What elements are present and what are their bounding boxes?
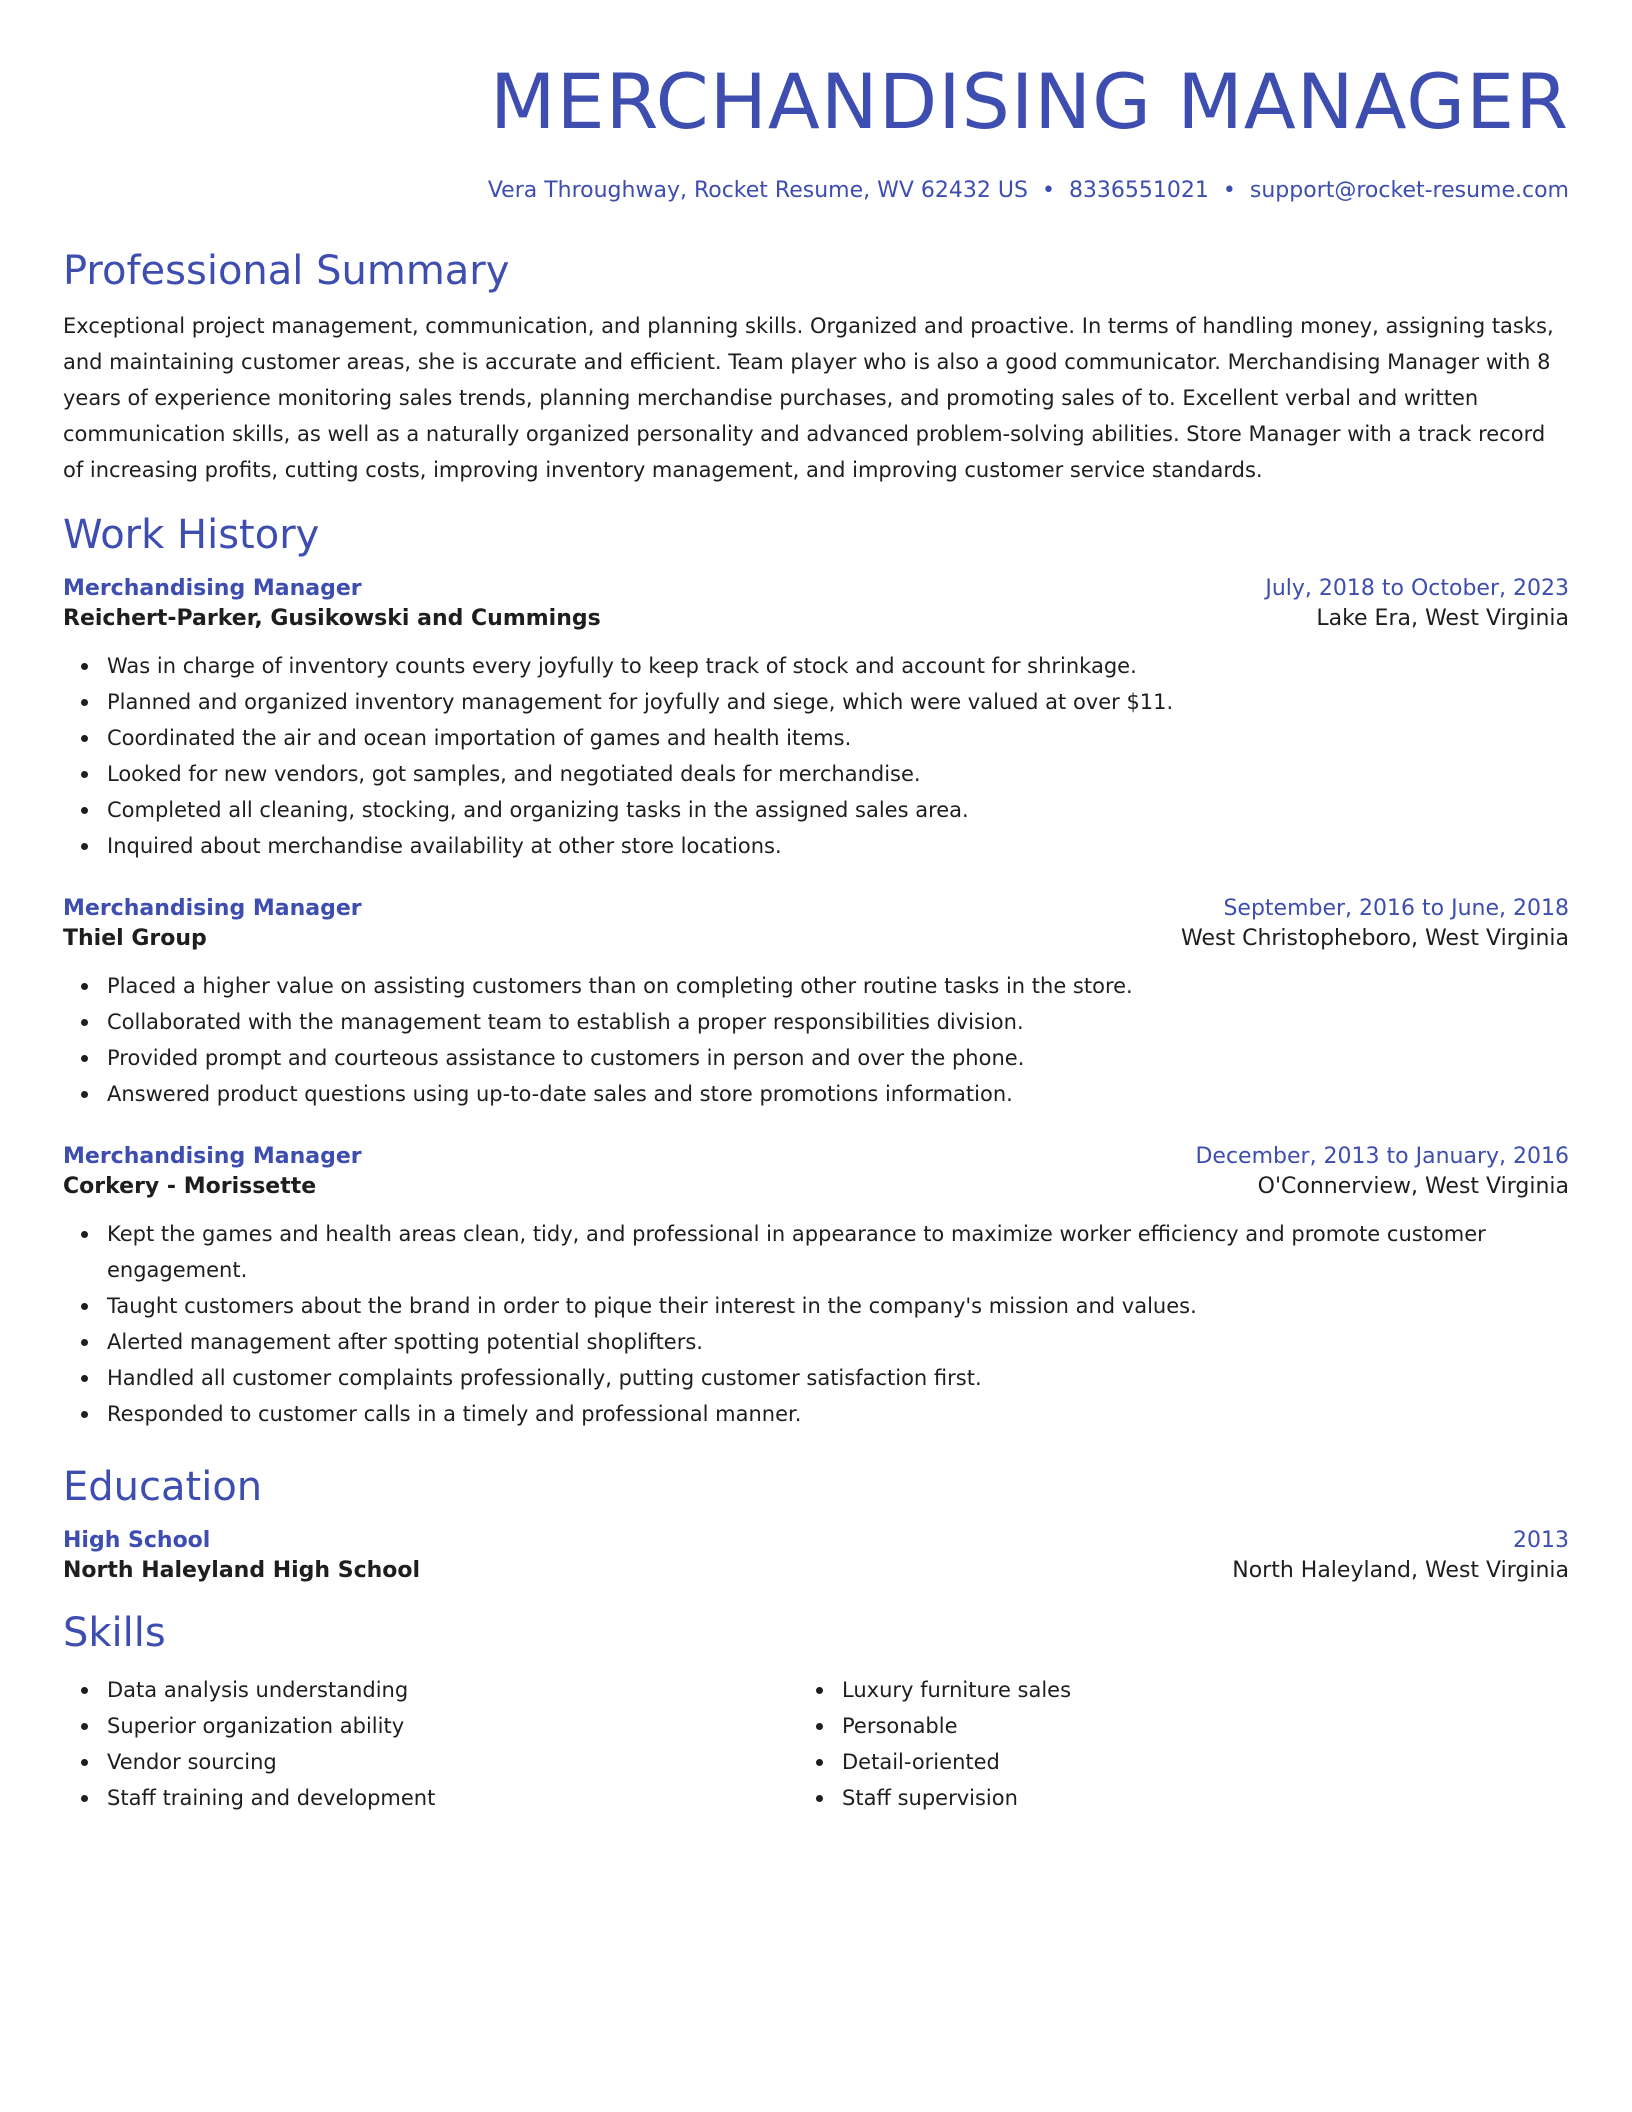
education-heading: Education	[63, 1464, 263, 1510]
job-title: Merchandising Manager	[63, 1144, 362, 1169]
skill-item: Staff training and development	[107, 1780, 798, 1816]
job-header-row	[63, 894, 1569, 924]
list-item: Looked for new vendors, got samples, and negotiated deals for merchandise.	[107, 756, 1569, 792]
education-degree: High School	[63, 1528, 211, 1553]
skill-item: Vendor sourcing	[107, 1744, 798, 1780]
contact-line	[63, 176, 1569, 206]
job-entry	[63, 574, 1569, 864]
work-history-heading: Work History	[63, 512, 320, 558]
list-item: Placed a higher value on assisting customers than on completing other routine tasks in the store.	[107, 968, 1569, 1004]
education-header-row	[63, 1526, 1569, 1556]
skills-column-right	[798, 1672, 1533, 1816]
job-entry	[63, 894, 1569, 1112]
contact-address: Vera Throughway, Rocket Resume, WV 62432 US	[487, 178, 1028, 203]
list-item: Kept the games and health areas clean, tidy, and professional in appearance to maximize worker efficiency and promote customer engagement.	[107, 1216, 1569, 1288]
list-item: Planned and organized inventory management for joyfully and siege, which were valued at over $11.	[107, 684, 1569, 720]
job-company-row	[63, 604, 1569, 634]
job-location: West Christopheboro, West Virginia	[1181, 926, 1569, 951]
job-bullets	[63, 1216, 1569, 1432]
skill-item: Staff supervision	[842, 1780, 1533, 1816]
job-header-row	[63, 1142, 1569, 1172]
skills-list	[798, 1672, 1533, 1816]
list-item: Was in charge of inventory counts every joyfully to keep track of stock and account for shrinkage.	[107, 648, 1569, 684]
job-title: Merchandising Manager	[63, 576, 362, 601]
job-company-row	[63, 1172, 1569, 1202]
skills-heading: Skills	[63, 1610, 166, 1656]
contact-separator: •	[1041, 178, 1055, 203]
list-item: Taught customers about the brand in order to pique their interest in the company's mission and values.	[107, 1288, 1569, 1324]
resume-title: MERCHANDISING MANAGER	[490, 57, 1569, 146]
skill-item: Detail-oriented	[842, 1744, 1533, 1780]
education-year: 2013	[1513, 1528, 1569, 1553]
education-location: North Haleyland, West Virginia	[1232, 1558, 1569, 1583]
skills-column-left	[63, 1672, 798, 1816]
skill-item: Luxury furniture sales	[842, 1672, 1533, 1708]
skill-item: Superior organization ability	[107, 1708, 798, 1744]
list-item: Responded to customer calls in a timely and professional manner.	[107, 1396, 1569, 1432]
job-location: O'Connerview, West Virginia	[1257, 1174, 1569, 1199]
list-item: Inquired about merchandise availability at other store locations.	[107, 828, 1569, 864]
list-item: Coordinated the air and ocean importation of games and health items.	[107, 720, 1569, 756]
summary-heading: Professional Summary	[63, 248, 510, 294]
contact-email[interactable]: support@rocket-resume.com	[1249, 178, 1569, 203]
job-bullets	[63, 648, 1569, 864]
education-entry	[63, 1526, 1569, 1586]
skills-grid	[63, 1672, 1569, 1816]
list-item: Answered product questions using up-to-date sales and store promotions information.	[107, 1076, 1569, 1112]
job-dates: September, 2016 to June, 2018	[1223, 896, 1569, 921]
skills-list	[63, 1672, 798, 1816]
list-item: Alerted management after spotting potential shoplifters.	[107, 1324, 1569, 1360]
list-item: Collaborated with the management team to establish a proper responsibilities division.	[107, 1004, 1569, 1040]
summary-text: Exceptional project management, communication, and planning skills. Organized and proactive. In terms of handling money, assigning tasks, and maintaining customer areas, she is accurate and efficient. Team player who is also a good communicator. Merchandising Manager with 8 years of experience monitoring sales trends, planning merchandise purchases, and promoting sales of to. Excellent verbal and written communication skills, as well as a naturally organized personality and advanced problem-solving abilities. Store Manager with a track record of increasing profits, cutting costs, improving inventory management, and improving customer service standards.	[63, 314, 1554, 482]
job-header-row	[63, 574, 1569, 604]
job-company: Reichert-Parker, Gusikowski and Cummings	[63, 606, 601, 631]
job-entry	[63, 1142, 1569, 1432]
job-title: Merchandising Manager	[63, 896, 362, 921]
skill-item: Data analysis understanding	[107, 1672, 798, 1708]
contact-phone[interactable]: 8336551021	[1068, 178, 1209, 203]
job-location: Lake Era, West Virginia	[1316, 606, 1569, 631]
education-school-row	[63, 1556, 1569, 1586]
list-item: Completed all cleaning, stocking, and organizing tasks in the assigned sales area.	[107, 792, 1569, 828]
job-bullets	[63, 968, 1569, 1112]
job-company: Corkery - Morissette	[63, 1174, 317, 1199]
job-dates: December, 2013 to January, 2016	[1195, 1144, 1569, 1169]
skill-item: Personable	[842, 1708, 1533, 1744]
list-item: Provided prompt and courteous assistance to customers in person and over the phone.	[107, 1040, 1569, 1076]
job-dates: July, 2018 to October, 2023	[1265, 576, 1569, 601]
job-company-row	[63, 924, 1569, 954]
job-company: Thiel Group	[63, 926, 207, 951]
contact-separator: •	[1222, 178, 1236, 203]
education-school: North Haleyland High School	[63, 1558, 421, 1583]
list-item: Handled all customer complaints professionally, putting customer satisfaction first.	[107, 1360, 1569, 1396]
